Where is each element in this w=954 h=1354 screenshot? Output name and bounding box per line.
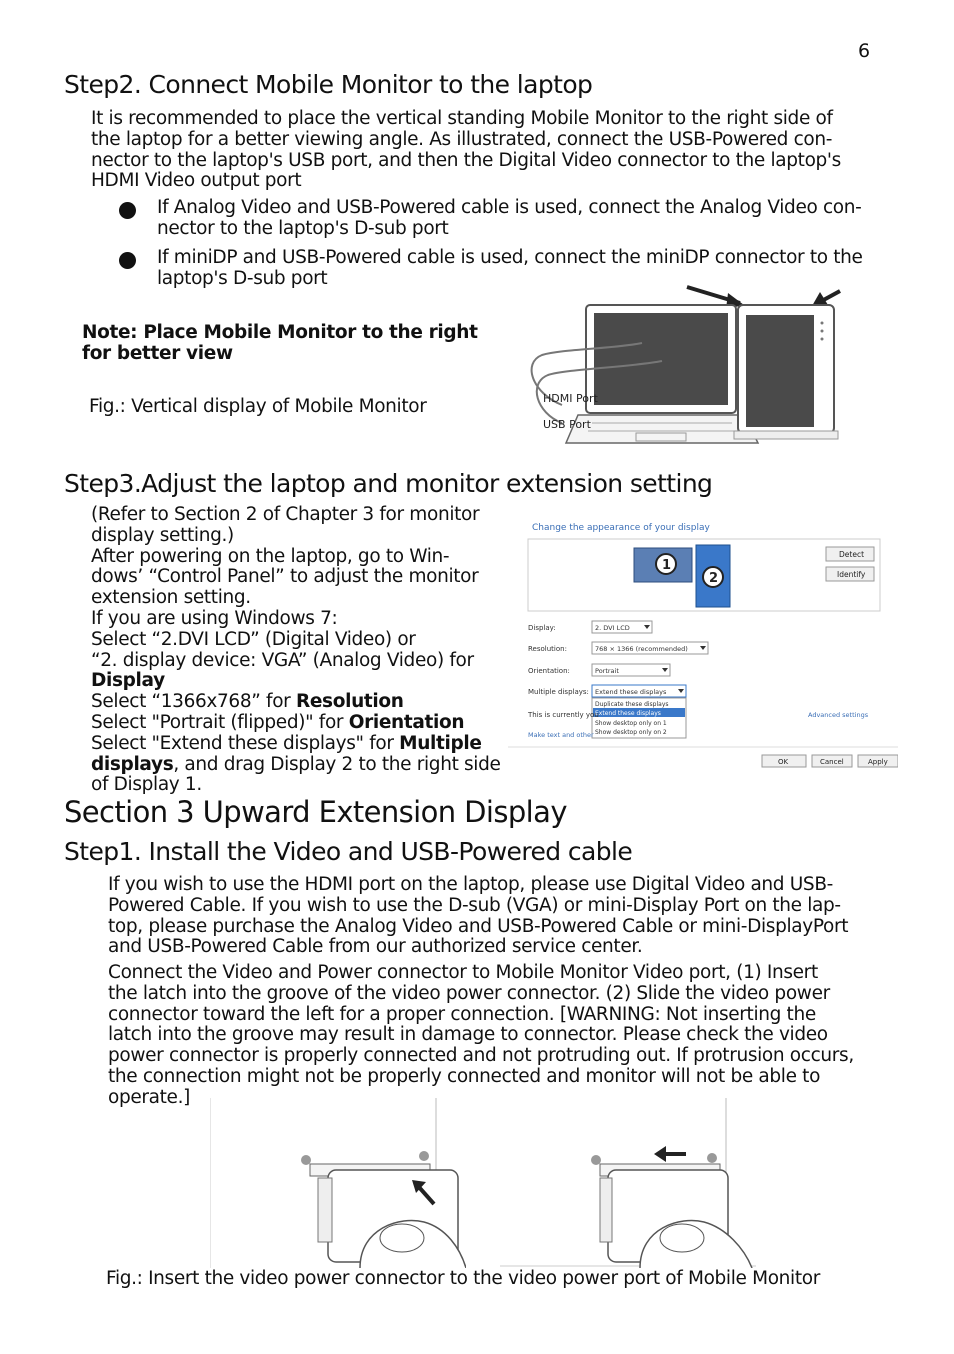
text-line: latch into the groove may result in damage to connector. Please check the video bbox=[108, 1024, 828, 1046]
text-line bbox=[91, 671, 501, 692]
text-line: “2. display device: VGA” (Analog Video) for bbox=[91, 649, 474, 671]
text-line: for better view bbox=[82, 342, 233, 364]
text-line: (Refer to Section 2 of Chapter 3 for monitor bbox=[91, 504, 480, 525]
display-settings-screenshot bbox=[508, 515, 898, 770]
section3-heading: Section 3 Upward Extension Display bbox=[64, 795, 567, 829]
detect-button: Detect bbox=[839, 550, 865, 559]
bold-term: Multiple bbox=[399, 732, 482, 754]
connector-insert-illustration-1 bbox=[210, 1098, 466, 1268]
text-line: If you wish to use the HDMI port on the laptop, please use Digital Video and USB- bbox=[108, 874, 833, 895]
text-line: and USB-Powered Cable from our authorized service center. bbox=[108, 936, 643, 958]
bullet-icon bbox=[119, 252, 136, 269]
bold-term: Display bbox=[91, 670, 165, 692]
text-line: nector to the laptop's USB port, and then the Digital Video connector to the laptop's bbox=[91, 149, 841, 171]
dropdown-option-selected: Extend these displays bbox=[595, 710, 661, 717]
step3-heading: Step3.Adjust the laptop and monitor extension setting bbox=[64, 469, 713, 498]
ok-button: OK bbox=[778, 758, 789, 766]
text-line: dows’ “Control Panel” to adjust the monitor bbox=[91, 566, 479, 588]
cancel-button: Cancel bbox=[820, 758, 844, 766]
arrow-icon bbox=[654, 1146, 686, 1162]
dropdown-option: Show desktop only on 2 bbox=[595, 729, 667, 736]
text-line: power connector is properly connected and not protruding out. If protrusion occurs, bbox=[108, 1045, 854, 1067]
figure-caption: Fig.: Vertical display of Mobile Monitor bbox=[89, 396, 427, 417]
page-number: 6 bbox=[858, 40, 871, 62]
multiple-displays-select: Extend these displays bbox=[595, 688, 667, 696]
identify-button: Identify bbox=[837, 570, 866, 579]
text-line bbox=[91, 713, 501, 734]
text-line: Connect the Video and Power connector to Mobile Monitor Video port, (1) Insert bbox=[108, 962, 818, 983]
section3-para1 bbox=[108, 875, 848, 958]
monitor-1-number: 1 bbox=[662, 558, 672, 573]
step3-instructions bbox=[91, 505, 501, 796]
step2-note bbox=[82, 323, 478, 365]
text-line bbox=[91, 692, 501, 713]
orientation-select: Portrait bbox=[595, 667, 619, 675]
text-line: laptop's D-sub port bbox=[157, 267, 328, 289]
display-select: 2. DVI LCD bbox=[595, 624, 630, 632]
text-line: connector toward the left for a proper connection. [WARNING: Not inserting the bbox=[108, 1003, 816, 1025]
text-line: nector to the laptop's D-sub port bbox=[157, 217, 449, 239]
text-line: If miniDP and USB-Powered cable is used, connect the miniDP connector to the bbox=[157, 247, 863, 268]
laptop-monitor-illustration bbox=[522, 283, 846, 455]
step2-heading: Step2. Connect Mobile Monitor to the laptop bbox=[64, 70, 593, 99]
text-line: display setting.) bbox=[91, 524, 234, 546]
text-line: After powering on the laptop, go to Win- bbox=[91, 545, 450, 567]
section3-step1-heading: Step1. Install the Video and USB-Powered cable bbox=[64, 837, 633, 866]
resolution-label: Resolution: bbox=[528, 645, 567, 653]
monitor-2-icon bbox=[696, 545, 730, 607]
bullet-item bbox=[157, 198, 861, 240]
text-line: operate.] bbox=[108, 1086, 190, 1108]
text-line: the laptop for a better viewing angle. As illustrated, connect the USB-Powered con- bbox=[91, 128, 833, 150]
text-line: the latch into the groove of the video power connector. (2) Slide the video power bbox=[108, 982, 830, 1004]
text-span: Select "Extend these displays" for bbox=[91, 732, 400, 754]
monitor-2-number: 2 bbox=[709, 571, 719, 586]
dropdown-option: Duplicate these displays bbox=[595, 701, 669, 708]
text-span: Select "Portrait (flipped)" for bbox=[91, 711, 349, 733]
step2-intro bbox=[91, 109, 841, 192]
text-line: the connection might not be properly connected and monitor will not be able to bbox=[108, 1065, 821, 1087]
resolution-select: 768 × 1366 (recommended) bbox=[595, 645, 688, 653]
multiple-displays-label: Multiple displays: bbox=[528, 688, 589, 696]
monitor-1-icon bbox=[634, 548, 692, 582]
arrow-icon bbox=[812, 291, 840, 306]
display-label: Display: bbox=[528, 624, 556, 632]
dropdown-option: Show desktop only on 1 bbox=[595, 720, 667, 727]
text-line: Note: Place Mobile Monitor to the right bbox=[82, 322, 478, 343]
dialog-title: Change the appearance of your display bbox=[532, 523, 710, 533]
text-line: It is recommended to place the vertical standing Mobile Monitor to the right side of bbox=[91, 108, 833, 129]
text-line: HDMI Video output port bbox=[91, 170, 302, 192]
text-line bbox=[91, 755, 501, 776]
connector-insert-illustration-2 bbox=[500, 1098, 756, 1268]
text-span: Select “1366x768” for bbox=[91, 691, 296, 713]
text-span: , and drag Display 2 to the right side bbox=[173, 753, 501, 775]
text-line: of Display 1. bbox=[91, 774, 202, 796]
bullet-icon bbox=[119, 202, 136, 219]
make-text-link: Make text and other bbox=[528, 731, 594, 739]
text-line: Select “2.DVI LCD” (Digital Video) or bbox=[91, 628, 416, 650]
orientation-label: Orientation: bbox=[528, 667, 570, 675]
section3-para2 bbox=[108, 963, 854, 1109]
text-line: top, please purchase the Analog Video and USB-Powered Cable or mini-DisplayPort bbox=[108, 915, 849, 937]
apply-button: Apply bbox=[868, 758, 888, 766]
bold-term: Resolution bbox=[295, 691, 404, 713]
text-line: extension setting. bbox=[91, 587, 251, 609]
usb-port-label: USB Port bbox=[543, 418, 591, 431]
current-display-text: This is currently you bbox=[528, 711, 599, 719]
figure-caption: Fig.: Insert the video power connector to the video power port of Mobile Monitor bbox=[106, 1268, 820, 1289]
bold-term: displays bbox=[91, 753, 174, 775]
text-line: If Analog Video and USB-Powered cable is used, connect the Analog Video con- bbox=[157, 197, 862, 218]
hdmi-port-label: HDMI Port bbox=[543, 392, 598, 405]
advanced-settings-link: Advanced settings bbox=[808, 711, 869, 719]
text-line: Powered Cable. If you wish to use the D-sub (VGA) or mini-Display Port on the lap- bbox=[108, 894, 841, 916]
text-line bbox=[91, 734, 501, 755]
bold-term: Orientation bbox=[348, 711, 465, 733]
text-line: If you are using Windows 7: bbox=[91, 607, 338, 629]
